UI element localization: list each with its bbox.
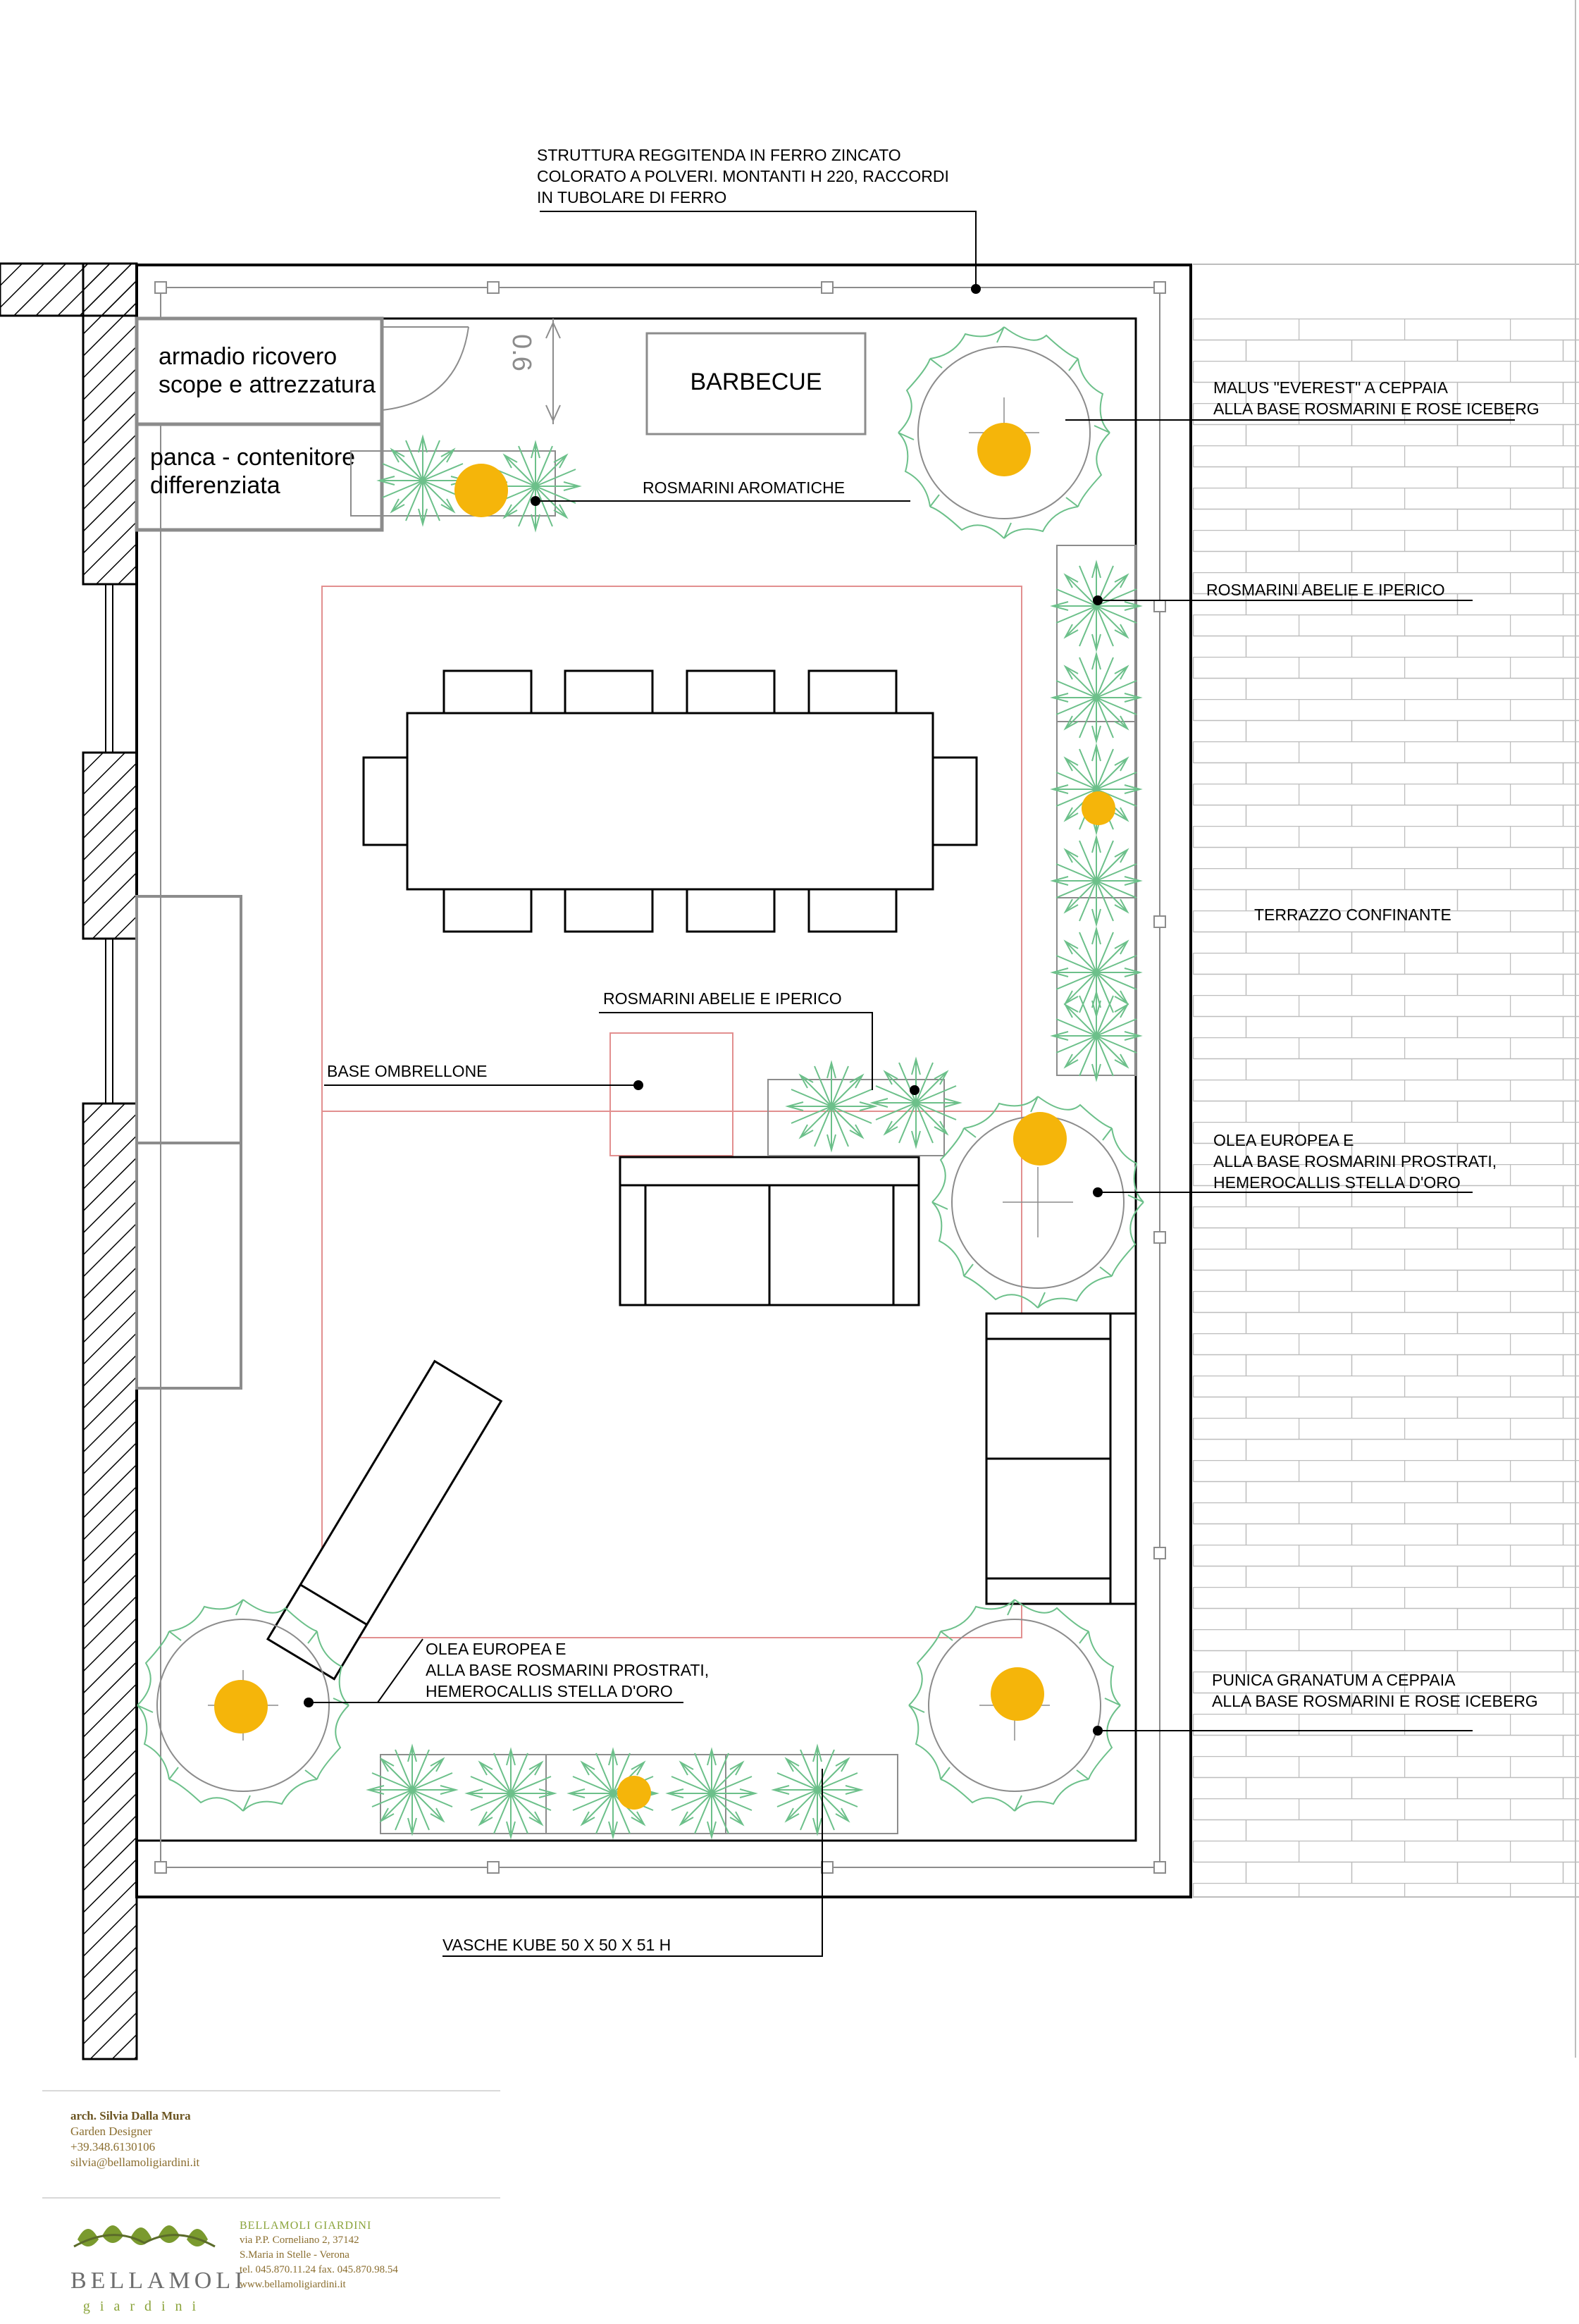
chair — [565, 889, 652, 932]
bench-label-2: differenziata — [150, 472, 280, 499]
malus-note-2: ALLA BASE ROSMARINI E ROSE ICEBERG — [1213, 400, 1540, 418]
neighbour-terrace-paving — [1193, 319, 1579, 1897]
olea-left-note-2: ALLA BASE ROSMARINI PROSTRATI, — [426, 1661, 710, 1679]
chair — [809, 671, 896, 713]
sofa-right — [986, 1314, 1136, 1604]
malus-note-1: MALUS "EVEREST" A CEPPAIA — [1213, 378, 1448, 397]
rosmarini-abelie-right-note: ROSMARINI ABELIE E IPERICO — [1206, 581, 1445, 599]
bench-label-1: panca - contenitore — [150, 444, 356, 471]
umbrella-base — [610, 1033, 733, 1156]
punica-note-1: PUNICA GRANATUM A CEPPAIA — [1212, 1671, 1456, 1689]
olea-right-note-2: ALLA BASE ROSMARINI PROSTRATI, — [1213, 1152, 1497, 1170]
company-phone: tel. 045.870.11.24 fax. 045.870.98.54 — [240, 2264, 398, 2275]
company-info — [240, 2218, 398, 2292]
vine-leaves-icon — [70, 2211, 218, 2261]
terrazzo-note: TERRAZZO CONFINANTE — [1254, 906, 1451, 924]
structure-note-3: IN TUBOLARE DI FERRO — [537, 188, 727, 206]
vasche-note: VASCHE KUBE 50 X 50 X 51 H — [442, 1936, 671, 1954]
chair — [687, 889, 774, 932]
dining-table — [407, 713, 933, 889]
punica-note-2: ALLA BASE ROSMARINI E ROSE ICEBERG — [1212, 1692, 1538, 1710]
olea-right-note-1: OLEA EUROPEA E — [1213, 1131, 1354, 1149]
structure-note-1: STRUTTURA REGGITENDA IN FERRO ZINCATO — [537, 146, 901, 164]
rosmarini-abelie-center-note: ROSMARINI ABELIE E IPERICO — [603, 989, 842, 1008]
designer-email: silvia@bellamoligiardini.it — [70, 2156, 200, 2169]
bellamoli-logo — [70, 2211, 247, 2317]
structure-note-2: COLORATO A POLVERI. MONTANTI H 220, RACCORDI — [537, 167, 949, 185]
designer-name: arch. Silvia Dalla Mura — [70, 2109, 191, 2122]
chair — [444, 671, 531, 713]
company-web: www.bellamoligiardini.it — [240, 2279, 346, 2290]
rosmarini-aromatiche-note: ROSMARINI AROMATICHE — [643, 478, 846, 497]
sofa-center — [620, 1157, 919, 1305]
chair — [933, 758, 977, 845]
closet-label-2: scope e attrezzatura — [159, 371, 376, 398]
barbecue-label: BARBECUE — [690, 369, 822, 395]
company-address-1: via P.P. Cornelianо 2, 37142 — [240, 2235, 359, 2246]
chair — [687, 671, 774, 713]
closet-label-1: armadio ricovero — [159, 343, 338, 370]
chair — [565, 671, 652, 713]
chair — [364, 758, 407, 845]
dining-set — [364, 671, 977, 932]
designer-info — [70, 2108, 199, 2170]
chair — [809, 889, 896, 932]
olea-right-note-3: HEMEROCALLIS STELLA D'ORO — [1213, 1173, 1461, 1192]
company-name: BELLAMOLI GIARDINI — [240, 2220, 372, 2232]
company-address-2: S.Maria in Stelle - Verona — [240, 2249, 349, 2261]
title-block — [42, 2090, 500, 2324]
olea-left-note-3: HEMEROCALLIS STELLA D'ORO — [426, 1682, 673, 1700]
olea-left-note-1: OLEA EUROPEA E — [426, 1640, 566, 1658]
logo-wordmark: BELLAMOLI — [70, 2268, 247, 2294]
chair — [444, 889, 531, 932]
building-wall — [0, 264, 137, 2059]
designer-phone: +39.348.6130106 — [70, 2140, 156, 2153]
title-block-separator — [42, 2197, 500, 2199]
trees — [157, 347, 1124, 1791]
designer-role: Garden Designer — [70, 2125, 152, 2138]
sideboard — [137, 896, 241, 1388]
door-width-label: 0.6 — [507, 334, 536, 371]
sun-lounger — [268, 1361, 501, 1679]
logo-subtitle: giardini — [82, 2299, 206, 2314]
base-ombrellone-note: BASE OMBRELLONE — [327, 1062, 488, 1080]
